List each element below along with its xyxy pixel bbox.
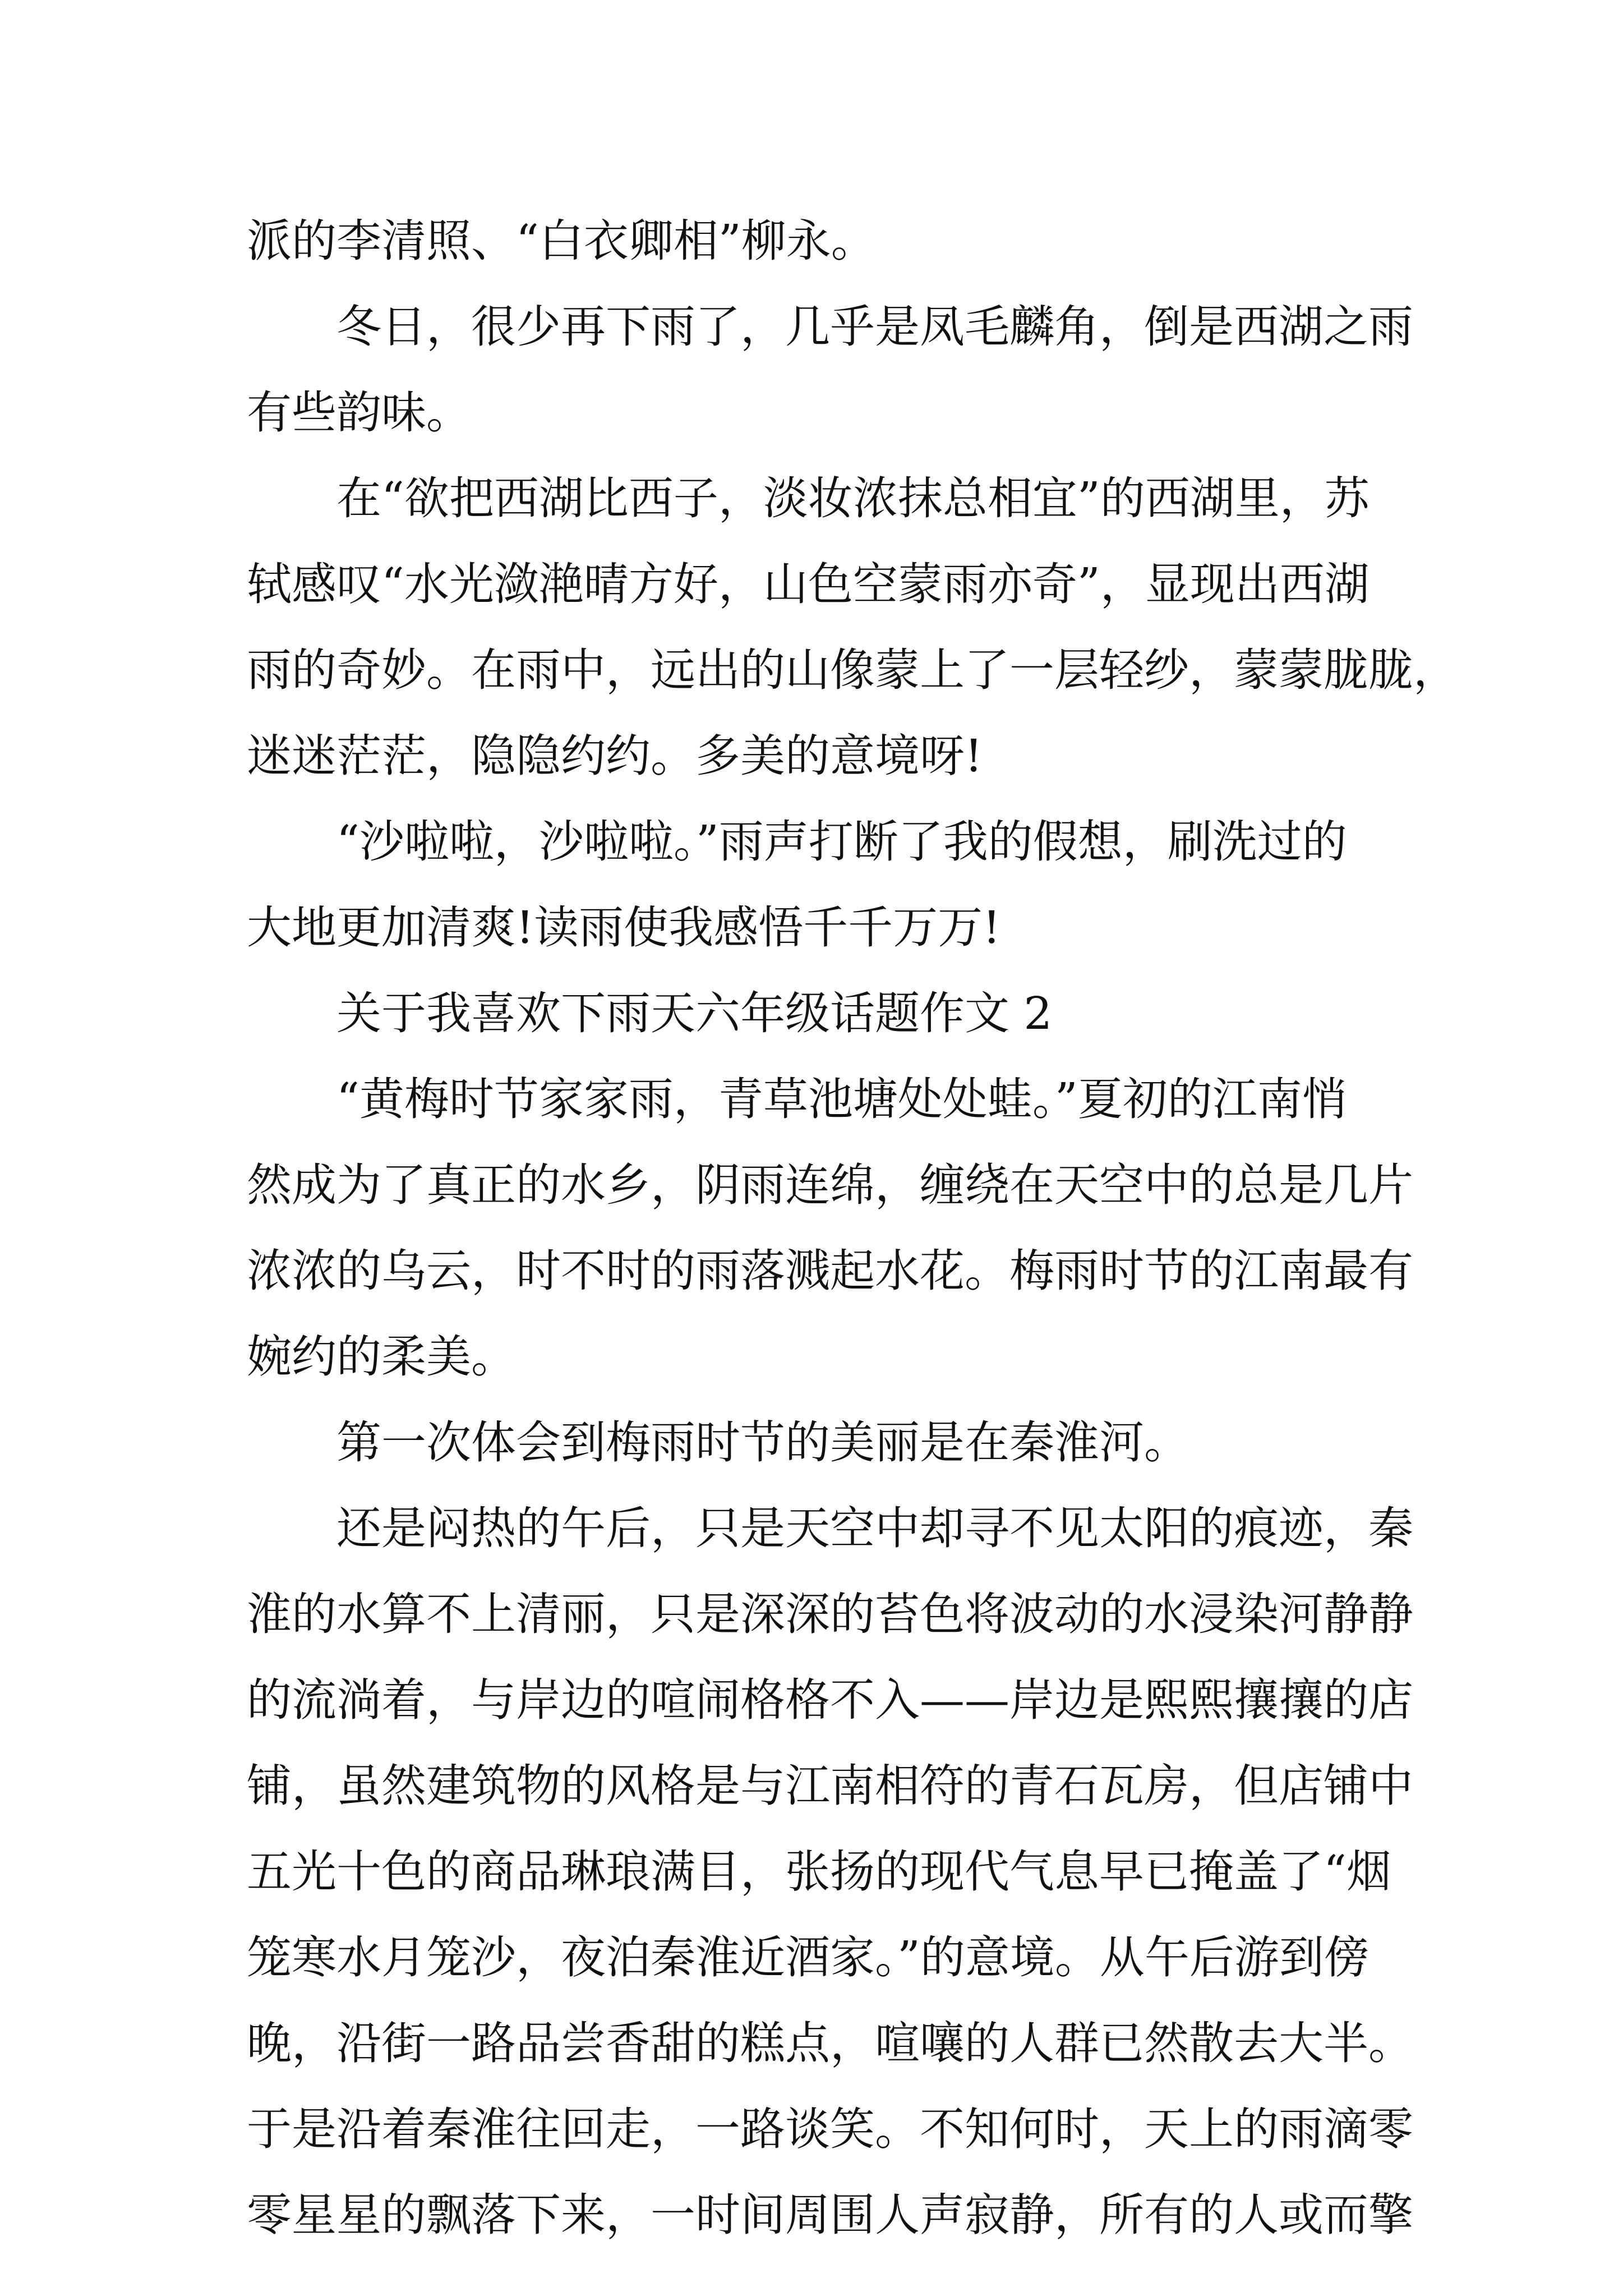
paragraph-start-line: 还是闷热的午后，只是天空中却寻不见太阳的痕迹，秦 <box>336 1502 1413 1554</box>
text-line: 的流淌着，与岸边的喧闹格格不入——岸边是熙熙攘攘的店 <box>247 1674 1413 1726</box>
text-line: 零星星的飘落下来，一时间周围人声寂静，所有的人或而擎 <box>247 2189 1413 2241</box>
text-line: 有些韵味。 <box>247 386 471 439</box>
text-line: 迷迷茫茫，隐隐约约。多美的意境呀! <box>247 730 983 782</box>
paragraph-start-line: “黄梅时节家家雨，青草池塘处处蛙。”夏初的江南悄 <box>336 1073 1347 1125</box>
paragraph-start-line: 第一次体会到梅雨时节的美丽是在秦淮河。 <box>336 1416 1189 1469</box>
paragraph-start-line: 在“欲把西湖比西子，淡妆浓抹总相宜”的西湖里，苏 <box>336 472 1370 524</box>
text-line: 雨的奇妙。在雨中，远出的山像蒙上了一层轻纱，蒙蒙胧胧， <box>247 644 1458 696</box>
text-line: 婉约的柔美。 <box>247 1331 516 1383</box>
text-line: 轼感叹“水光潋滟晴方好，山色空蒙雨亦奇”，显现出西湖 <box>247 558 1370 610</box>
text-line: 大地更加清爽!读雨使我感悟千千万万! <box>247 901 1001 954</box>
essay-body <box>247 209 1458 2248</box>
text-line: 浓浓的乌云，时不时的雨落溅起水花。梅雨时节的江南最有 <box>247 1245 1413 1297</box>
text-line: 淮的水算不上清丽，只是深深的苔色将波动的水浸染河静静 <box>247 1588 1413 1640</box>
text-line: 派的李清照、“白衣卿相”柳永。 <box>247 215 876 267</box>
text-line: 然成为了真正的水乡，阴雨连绵，缠绕在天空中的总是几片 <box>247 1159 1413 1211</box>
paragraph-start-line: “沙啦啦，沙啦啦。”雨声打断了我的假想，刷洗过的 <box>336 816 1347 868</box>
text-line: 笼寒水月笼沙，夜泊秦淮近酒家。”的意境。从午后游到傍 <box>247 1931 1369 1984</box>
text-line: 五光十色的商品琳琅满目，张扬的现代气息早已掩盖了“烟 <box>247 1846 1391 1898</box>
paragraph-start-line: 冬日，很少再下雨了，几乎是凤毛麟角，倒是西湖之雨 <box>336 301 1413 353</box>
essay-title: 关于我喜欢下雨天六年级话题作文 2 <box>336 987 1053 1039</box>
text-line: 铺，虽然建筑物的风格是与江南相符的青石瓦房，但店铺中 <box>247 1760 1413 1812</box>
text-line: 于是沿着秦淮往回走，一路谈笑。不知何时，天上的雨滴零 <box>247 2103 1413 2155</box>
text-line: 晚，沿街一路品尝香甜的糕点，喧嚷的人群已然散去大半。 <box>247 2017 1413 2069</box>
